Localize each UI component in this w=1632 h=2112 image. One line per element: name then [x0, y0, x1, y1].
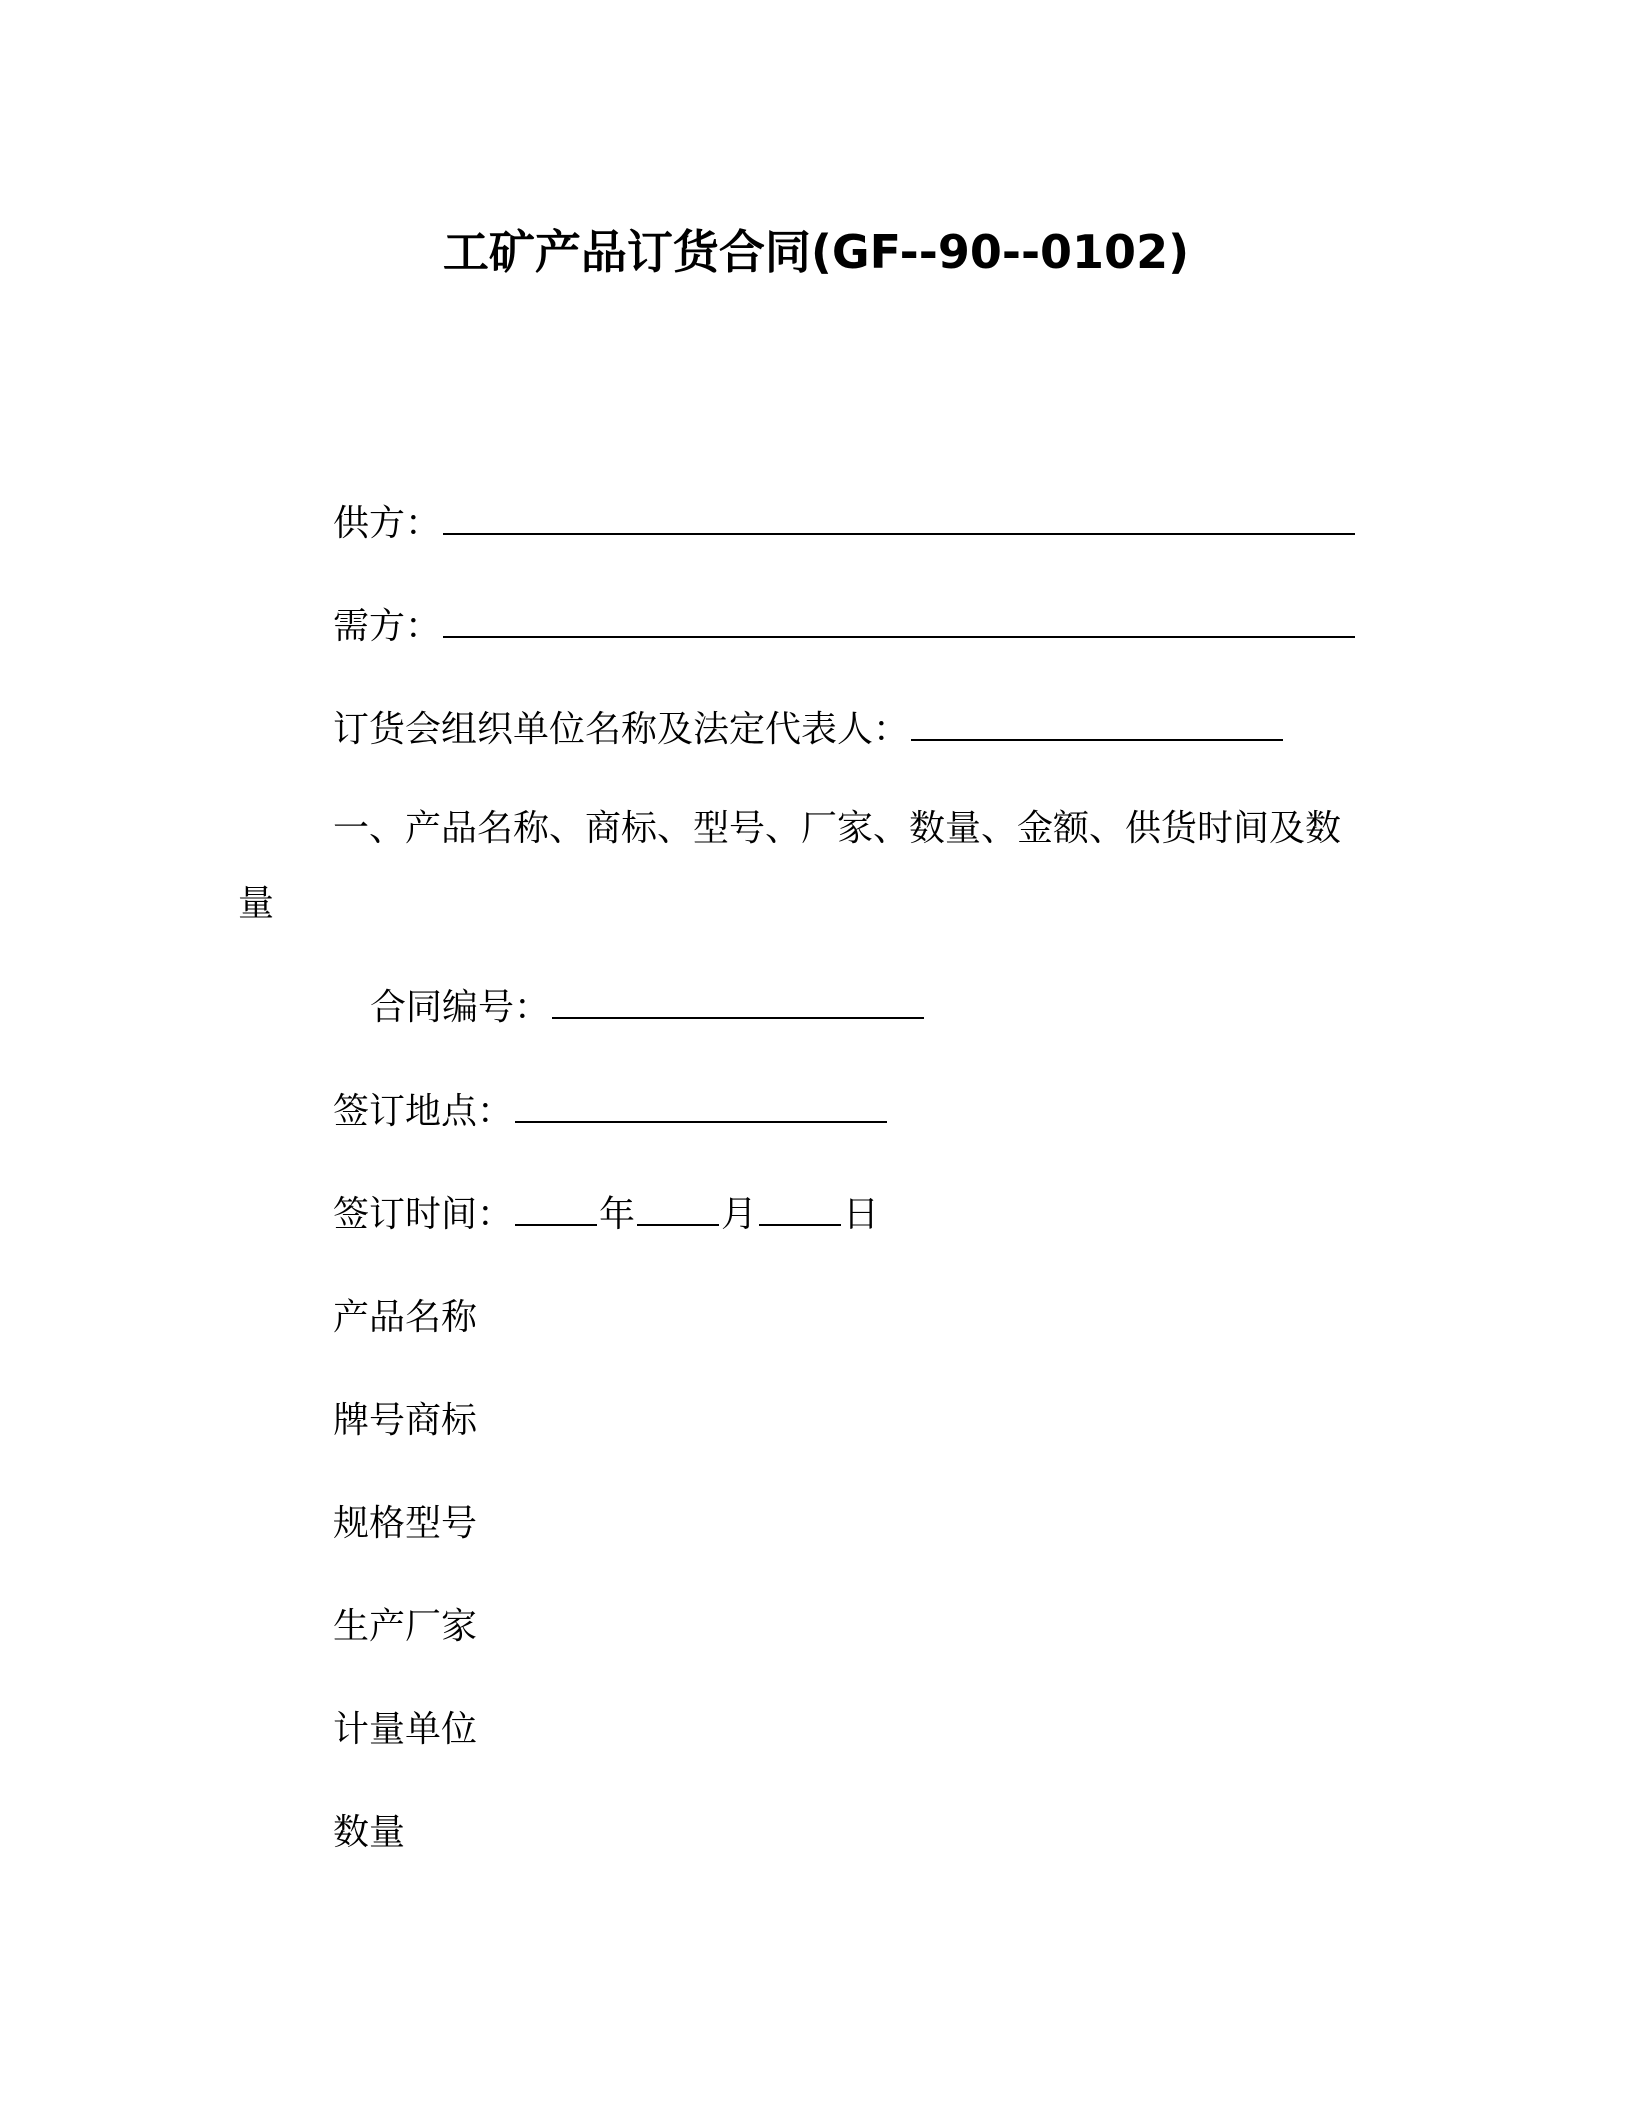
year-blank[interactable] — [515, 1194, 597, 1226]
item-brand-trademark: 牌号商标 — [333, 1400, 478, 1441]
sign-place-label: 签订地点： — [333, 1091, 514, 1132]
day-char: 日 — [843, 1194, 880, 1235]
contract-no-label: 合同编号： — [370, 987, 551, 1028]
item-product-name: 产品名称 — [333, 1297, 478, 1338]
organizer-blank[interactable] — [911, 709, 1283, 741]
supplier-blank[interactable] — [443, 503, 1355, 535]
month-char: 月 — [721, 1194, 758, 1235]
supplier-line — [333, 500, 1357, 548]
buyer-line — [333, 603, 1357, 651]
item-quantity: 数量 — [333, 1812, 406, 1853]
sign-place-blank[interactable] — [515, 1091, 887, 1123]
sign-place-line — [333, 1088, 889, 1136]
buyer-label: 需方： — [333, 606, 442, 647]
item-manufacturer: 生产厂家 — [333, 1606, 478, 1647]
sign-time-label: 签订时间： — [333, 1194, 514, 1235]
section1-heading-line1: 一、产品名称、商标、型号、厂家、数量、金额、供货时间及数 — [333, 808, 1342, 849]
contract-no-line — [370, 984, 926, 1032]
section1-heading-line2: 量 — [238, 883, 275, 924]
item-spec-model: 规格型号 — [333, 1503, 478, 1544]
supplier-label: 供方： — [333, 503, 442, 544]
month-blank[interactable] — [637, 1194, 719, 1226]
buyer-blank[interactable] — [443, 606, 1355, 638]
organizer-label: 订货会组织单位名称及法定代表人： — [333, 709, 910, 750]
year-char: 年 — [599, 1194, 636, 1235]
day-blank[interactable] — [759, 1194, 841, 1226]
item-measure-unit: 计量单位 — [333, 1709, 478, 1750]
document-title: 工矿产品订货合同(GF--90--0102) — [442, 225, 1190, 279]
contract-no-blank[interactable] — [552, 987, 924, 1019]
organizer-line — [333, 706, 1285, 754]
sign-time-line — [333, 1191, 879, 1239]
